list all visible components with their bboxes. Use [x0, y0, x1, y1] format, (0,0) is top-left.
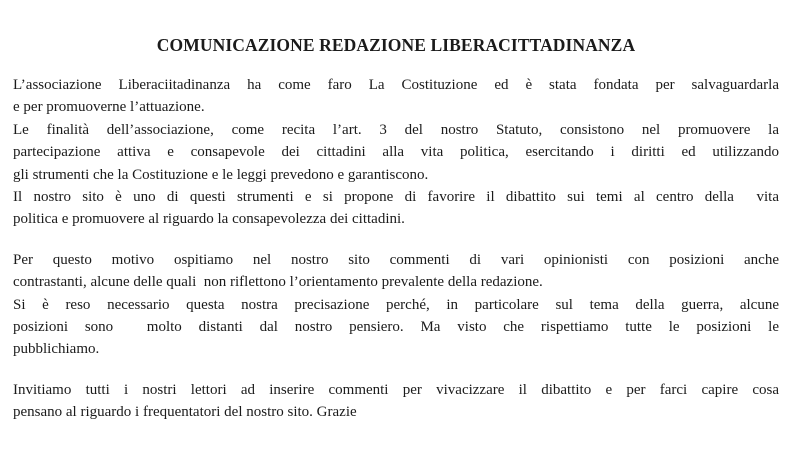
text-line: gli strumenti che la Costituzione e le leggi prevedono e garantiscono. — [13, 166, 429, 183]
text-line: posizioni sono molto distanti dal nostro pensiero. Ma visto che rispettiamo tutte le posizioni le — [13, 319, 779, 336]
text-line: pensano al riguardo i frequentatori del nostro sito. Grazie — [13, 404, 357, 421]
text-line: pubblichiamo. — [13, 341, 100, 358]
paragraph-intro — [13, 74, 779, 231]
text-line: Si è reso necessario questa nostra precisazione perché, in particolare sul tema della guerra, alcune — [13, 296, 779, 313]
text-line: Invitiamo tutti i nostri lettori ad inserire commenti per vivacizzare il dibattito e per farci capire cosa — [13, 381, 779, 398]
text-line: e per promuoverne l’attuazione. — [13, 99, 205, 116]
text-line: partecipazione attiva e consapevole dei cittadini alla vita politica, esercitando i diritti ed utilizzando — [13, 144, 779, 161]
paragraph-invitation — [13, 379, 779, 424]
paragraph-positions — [13, 249, 779, 361]
text-line: L’associazione Liberaciitadinanza ha come faro La Costituzione ed è stata fondata per salvaguardarla — [13, 77, 779, 93]
text-line: Per questo motivo ospitiamo nel nostro sito commenti di vari opinionisti con posizioni anche — [13, 251, 779, 268]
text-line: Il nostro sito è uno di questi strumenti e si propone di favorire il dibattito sui temi al centro della vita — [13, 189, 779, 206]
page-title: COMUNICAZIONE REDAZIONE LIBERACITTADINANZA — [156, 35, 636, 55]
text-line: Le finalità dell’associazione, come recita l’art. 3 del nostro Statuto, consistono nel promuovere la — [13, 121, 779, 138]
text-line: politica e promuovere al riguardo la consapevolezza dei cittadini. — [13, 211, 405, 228]
text-line: contrastanti, alcune delle quali non riflettono l’orientamento prevalente della redazione. — [13, 274, 543, 291]
